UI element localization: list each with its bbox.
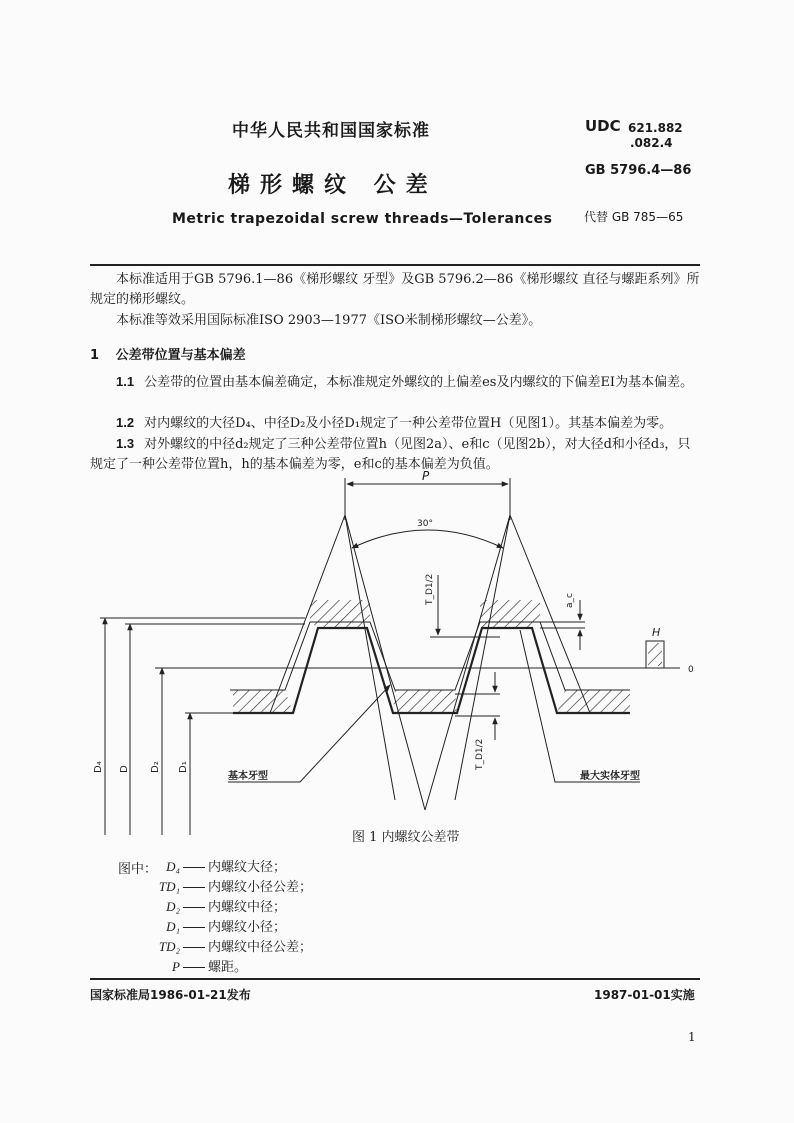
legend-desc: 内螺纹小径公差； <box>208 880 313 895</box>
label-D4: D₄ <box>93 761 104 773</box>
zone-crest-left <box>310 622 370 628</box>
legend-dash <box>183 947 205 948</box>
legend-dash <box>183 927 205 928</box>
legend-symbol: P <box>172 959 180 974</box>
label-D2: D₂ <box>150 761 161 773</box>
legend-item <box>110 938 312 956</box>
legend-item <box>110 958 247 976</box>
clause-number: 1.2 <box>116 415 135 430</box>
standard-org: 中华人民共和国国家标准 <box>232 121 430 141</box>
flank-ext <box>345 515 425 810</box>
legend-item <box>110 918 286 936</box>
legend-desc: 内螺纹中径； <box>208 900 287 915</box>
footer-rule <box>90 978 700 980</box>
legend-dash <box>183 967 205 968</box>
zone-top-right <box>480 600 540 622</box>
legend-symbol: D₂ <box>166 899 180 914</box>
legend-dash <box>183 867 205 868</box>
page-number: 1 <box>688 1030 696 1044</box>
legend-symbol: TD₂ <box>158 939 180 954</box>
legend-desc: 内螺纹大径； <box>208 860 287 875</box>
replaces-note: 代替 GB 785—65 <box>584 210 684 224</box>
udc-line2: .082.4 <box>630 136 673 150</box>
section-1-title: 公差带位置与基本偏差 <box>115 348 246 363</box>
legend-symbol: D₄ <box>166 859 180 874</box>
basic-profile-line <box>230 622 630 690</box>
gb-code: GB 5796.4—86 <box>585 163 692 178</box>
label-td1-top: T_D1/2 <box>425 573 435 605</box>
legend-desc: 内螺纹中径公差； <box>208 940 313 955</box>
legend-dash <box>183 887 205 888</box>
page-title: 梯形螺纹 公差 <box>228 173 438 198</box>
label-D1: D₁ <box>178 761 189 773</box>
zone-crest-right <box>480 622 540 628</box>
angle-arc <box>352 530 503 548</box>
legend-desc: 螺距。 <box>208 960 248 975</box>
clause-number: 1.3 <box>116 436 135 451</box>
clause-text: 公差带的位置由基本偏差确定，本标准规定外螺纹的上偏差es及内螺纹的下偏差EI为基本偏差。 <box>144 375 694 390</box>
legend-item <box>110 858 286 876</box>
label-td1-mid: T_D1/2 <box>475 738 485 770</box>
label-basic-profile: 基本牙型 <box>228 771 268 782</box>
label-es: a_c <box>565 593 575 608</box>
label-angle: 30° <box>417 519 433 529</box>
label-max-material: 最大实体牙型 <box>580 771 640 782</box>
legend-desc: 内螺纹小径； <box>208 920 287 935</box>
flank-ext <box>345 515 395 800</box>
udc-line1: 621.882 <box>628 121 683 135</box>
intro-paragraph-1: 本标准适用于GB 5796.1—86《梯形螺纹 牙型》及GB 5796.2—86《梯形螺纹 直径与螺距系列》所规定的梯形螺纹。 <box>90 272 700 307</box>
flank-ext <box>425 515 510 810</box>
clause-text: 对外螺纹的中径d₂规定了三种公差带位置h（见图2a）、e和c（见图2b），对大径d和小径d₃，只规定了一种公差带位置h，h的基本偏差为零，e和c的基本偏差为负值。 <box>90 437 691 472</box>
clause-text: 对内螺纹的大径D₄、中径D₂及小径D₁规定了一种公差带位置H（见图1）。其基本偏差为零。 <box>144 416 673 431</box>
issued-date: 国家标准局1986-01-21发布 <box>90 988 251 1002</box>
legend-item <box>110 898 286 916</box>
legend-symbol: TD₁ <box>158 879 180 894</box>
english-title: Metric trapezoidal screw threads—Tolerances <box>172 211 553 227</box>
label-P: P <box>422 469 430 483</box>
udc-label: UDC <box>585 117 621 135</box>
legend-prefix: 图中： <box>118 862 158 877</box>
label-zero: 0 <box>688 665 694 675</box>
legend-dash <box>183 907 205 908</box>
zone-top-left <box>310 600 370 622</box>
zone-root-mid <box>393 690 457 713</box>
section-1-number: 1 <box>90 348 100 363</box>
label-D: D <box>119 765 130 773</box>
zone-root-right <box>557 690 630 713</box>
h-zone-hatch <box>648 643 662 666</box>
legend-item <box>110 878 312 896</box>
intro-paragraph-2: 本标准等效采用国际标准ISO 2903—1977《ISO米制梯形螺纹—公差》。 <box>116 313 542 328</box>
legend-symbol: D₁ <box>166 919 180 934</box>
zone-root-left <box>233 690 293 713</box>
label-H: H <box>652 626 661 639</box>
effective-date: 1987-01-01实施 <box>594 988 695 1002</box>
figure-caption: 图 1 内螺纹公差带 <box>352 830 460 845</box>
clause-number: 1.1 <box>116 374 135 389</box>
